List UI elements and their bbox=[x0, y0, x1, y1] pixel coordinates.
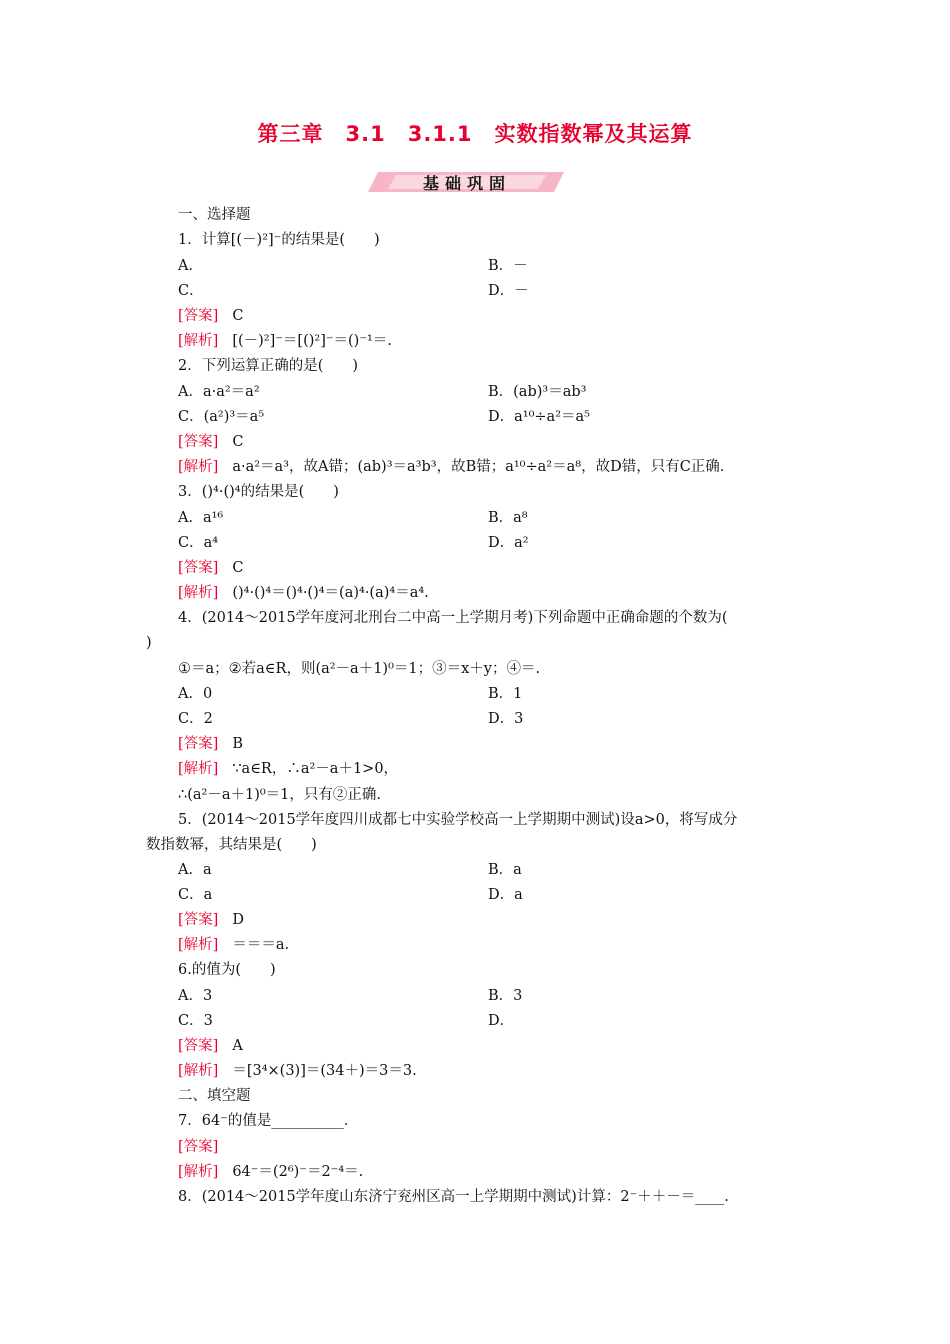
q6-option-d: D． bbox=[488, 1013, 515, 1029]
q6-answer-row bbox=[178, 1036, 243, 1056]
q1-answer: C bbox=[232, 308, 244, 324]
q1-option-d: D．－ bbox=[488, 283, 529, 299]
q5-analysis: ＝＝＝a. bbox=[232, 937, 290, 953]
q4-option-a: A．0 bbox=[178, 686, 213, 702]
question-5-stem: 5．(2014～2015学年度四川成都七中实验学校高一上学期期中测试)设a>0，将写成分 bbox=[178, 812, 738, 828]
q2-answer: C bbox=[232, 434, 244, 450]
question-8-stem: 8．(2014～2015学年度山东济宁兖州区高一上学期期中测试)计算：2⁻＋＋－＝____. bbox=[178, 1189, 729, 1205]
q4-option-d: D．3 bbox=[488, 711, 524, 727]
q3-option-c: C．a⁴ bbox=[178, 535, 219, 551]
question-5-stem-cont: 数指数幂，其结果是( ) bbox=[146, 837, 317, 853]
answer-label: [答案] bbox=[178, 736, 219, 752]
q4-answer: B bbox=[232, 736, 243, 752]
question-4-stem: 4．(2014～2015学年度河北刑台二中高一上学期月考)下列命题中正确命题的个数为( bbox=[178, 610, 728, 626]
q5-analysis-row bbox=[178, 935, 289, 955]
q1-answer-row bbox=[178, 306, 243, 326]
question-7-stem: 7．64⁻的值是__________． bbox=[178, 1113, 359, 1129]
q4-answer-row bbox=[178, 734, 243, 754]
q6-answer: A bbox=[232, 1038, 243, 1054]
section-heading: 一、选择题 bbox=[178, 207, 251, 223]
question-4-stem-cont: ) bbox=[146, 635, 152, 651]
page-title: 第三章 3.1 3.1.1 实数指数幂及其运算 bbox=[257, 122, 693, 146]
q5-option-c: C．a bbox=[178, 887, 213, 903]
question-3-stem: 3．()⁴·()⁴的结果是( ) bbox=[178, 484, 339, 500]
q5-answer: D bbox=[232, 912, 244, 928]
q4-analysis: ∵a∈R，∴a²－a＋1>0， bbox=[232, 761, 399, 777]
q1-analysis-row bbox=[178, 331, 392, 351]
q4-option-b: B．1 bbox=[488, 686, 523, 702]
q1-analysis: [(－)²]⁻＝[()²]⁻＝()⁻¹＝. bbox=[232, 333, 392, 349]
q5-answer-row bbox=[178, 910, 244, 930]
q1-option-c: C． bbox=[178, 283, 204, 299]
question-1-stem: 1．计算[(－)²]⁻的结果是( ) bbox=[178, 232, 380, 248]
analysis-label: [解析] bbox=[178, 585, 219, 601]
analysis-label: [解析] bbox=[178, 1164, 219, 1180]
q4-analysis-row bbox=[178, 759, 398, 779]
analysis-label: [解析] bbox=[178, 1063, 219, 1079]
q3-answer: C bbox=[232, 560, 244, 576]
question-4-statements: ①＝a；②若a∈R，则(a²－a＋1)⁰＝1；③＝x＋y；④＝. bbox=[178, 661, 541, 677]
q6-analysis: ＝[3⁴×(3)]＝(34＋)＝3＝3. bbox=[232, 1063, 417, 1079]
q6-analysis-row bbox=[178, 1061, 417, 1081]
section-heading: 二、填空题 bbox=[178, 1088, 251, 1104]
q6-option-a: A．3 bbox=[178, 988, 213, 1004]
answer-label: [答案] bbox=[178, 308, 219, 324]
q3-option-a: A．a¹⁶ bbox=[178, 510, 224, 526]
q2-analysis-row bbox=[178, 457, 724, 477]
q2-answer-row bbox=[178, 432, 243, 452]
q5-option-d: D．a bbox=[488, 887, 523, 903]
q7-answer-row bbox=[178, 1137, 218, 1157]
q3-option-d: D．a² bbox=[488, 535, 529, 551]
q1-option-a: A． bbox=[178, 258, 203, 274]
banner-label: 基础巩固 bbox=[422, 174, 511, 193]
q2-option-c: C．(a²)³＝a⁵ bbox=[178, 409, 265, 425]
analysis-label: [解析] bbox=[178, 333, 219, 349]
q3-option-b: B．a⁸ bbox=[488, 510, 528, 526]
analysis-label: [解析] bbox=[178, 459, 219, 475]
answer-label: [答案] bbox=[178, 434, 219, 450]
q3-answer-row bbox=[178, 558, 243, 578]
q2-option-a: A．a·a²＝a² bbox=[178, 384, 260, 400]
q6-option-b: B．3 bbox=[488, 988, 523, 1004]
q2-analysis: a·a²＝a³，故A错；(ab)³＝a³b³，故B错；a¹⁰÷a²＝a⁸，故D错，只有C正确. bbox=[232, 459, 725, 475]
q4-analysis-cont: ∴(a²－a＋1)⁰＝1，只有②正确. bbox=[178, 787, 382, 803]
answer-label: [答案] bbox=[178, 912, 219, 928]
q5-option-b: B．a bbox=[488, 862, 522, 878]
q5-option-a: A．a bbox=[178, 862, 212, 878]
q4-option-c: C．2 bbox=[178, 711, 213, 727]
answer-label: [答案] bbox=[178, 1038, 219, 1054]
answer-label: [答案] bbox=[178, 1139, 219, 1155]
q3-analysis-row bbox=[178, 583, 429, 603]
section-banner bbox=[368, 170, 566, 194]
answer-label: [答案] bbox=[178, 560, 219, 576]
analysis-label: [解析] bbox=[178, 937, 219, 953]
q6-option-c: C．3 bbox=[178, 1013, 213, 1029]
q3-analysis: ()⁴·()⁴＝()⁴·()⁴＝(a)⁴·(a)⁴＝a⁴. bbox=[232, 585, 429, 601]
question-2-stem: 2．下列运算正确的是( ) bbox=[178, 358, 359, 374]
q1-option-b: B．－ bbox=[488, 258, 528, 274]
q7-analysis: 64⁻＝(2⁶)⁻＝2⁻⁴＝. bbox=[232, 1164, 364, 1180]
q2-option-b: B．(ab)³＝ab³ bbox=[488, 384, 587, 400]
question-6-stem: 6.的值为( ) bbox=[178, 962, 276, 978]
q7-analysis-row bbox=[178, 1162, 363, 1182]
analysis-label: [解析] bbox=[178, 761, 219, 777]
q2-option-d: D．a¹⁰÷a²＝a⁵ bbox=[488, 409, 590, 425]
